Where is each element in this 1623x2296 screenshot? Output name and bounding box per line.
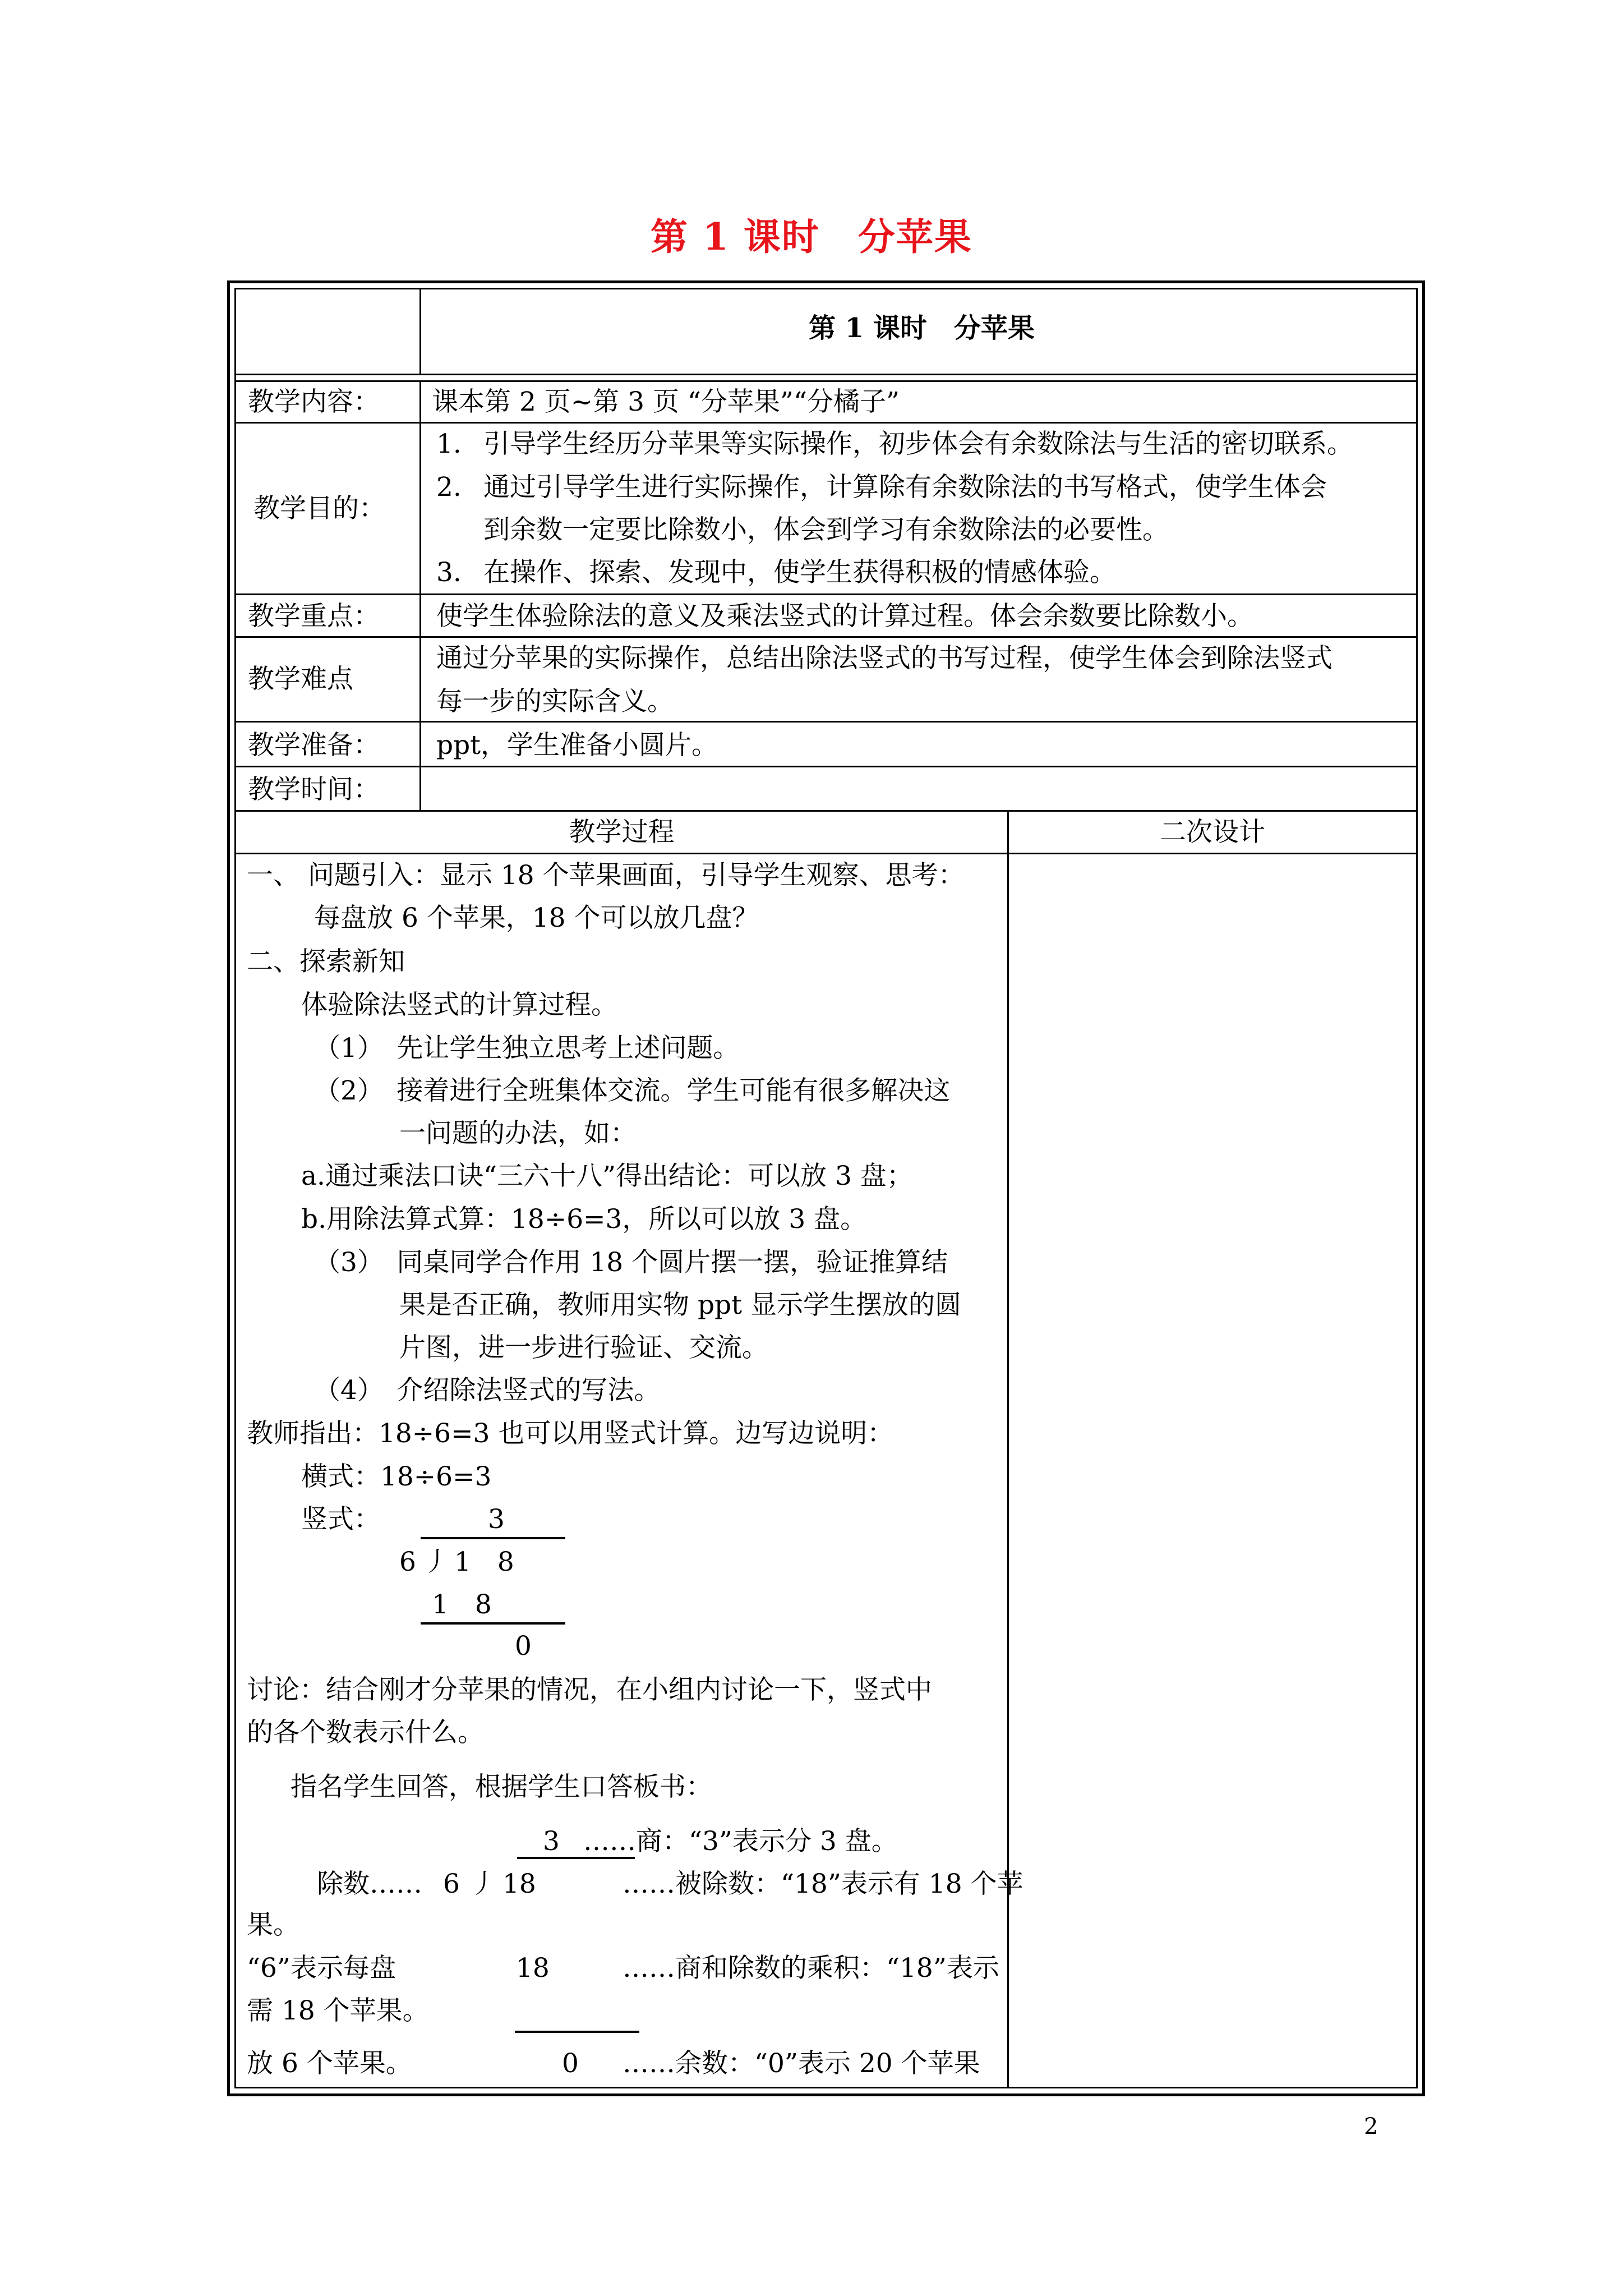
divisor-desc-1: “6”表示每盘	[247, 1953, 396, 1984]
process-line: 横式：18÷6=3	[301, 1461, 492, 1492]
process-line: 一、 问题引入：显示 18 个苹果画面，引导学生观察、思考：	[247, 860, 965, 891]
difficulties-line-1: 通过分苹果的实际操作，总结出除法竖式的书写过程，使学生体会到除法竖式	[436, 643, 1332, 674]
annotated-dividend: 18	[502, 1869, 536, 1899]
objective-2-num: 2.	[436, 472, 462, 503]
answer-intro: 指名学生回答，根据学生口答板书：	[291, 1772, 712, 1802]
division-bracket: 丿	[423, 1547, 449, 1577]
process-line: 体验除法竖式的计算过程。	[301, 990, 617, 1020]
label-difficulties: 教学难点	[248, 664, 353, 694]
annotated-product: 18	[516, 1953, 550, 1984]
preparation-text: ppt，学生准备小圆片。	[436, 730, 718, 761]
annotated-divisor: 6	[443, 1869, 460, 1899]
discussion-line: 的各个数表示什么。	[247, 1717, 484, 1748]
content-text: 课本第 2 页~第 3 页 “分苹果”“分橘子”	[432, 386, 900, 417]
dividend: 1 8	[454, 1547, 514, 1577]
process-line: （3） 同桌同学合作用 18 个圆片摆一摆，验证推算结	[314, 1247, 948, 1278]
annotated-quotient: 3	[543, 1826, 560, 1857]
quotient-note: ……商：“3”表示分 3 盘。	[583, 1826, 898, 1857]
objective-1-num: 1.	[436, 429, 462, 459]
process-line: a.通过乘法口诀“三六十八”得出结论：可以放 3 盘；	[301, 1161, 913, 1191]
process-line: 竖式：	[301, 1504, 380, 1535]
quotient: 3	[488, 1504, 505, 1535]
page-number: 2	[1364, 2114, 1378, 2139]
divisor-label: 除数……	[317, 1869, 422, 1899]
table-title: 第 1 课时 分苹果	[809, 312, 1035, 344]
key-points-text: 使学生体验除法的意义及乘法竖式的计算过程。体会余数要比除数小。	[436, 601, 1253, 632]
process-line: 二、探索新知	[247, 946, 405, 977]
label-objectives: 教学目的：	[253, 493, 385, 524]
process-line: b.用除法算式算：18÷6=3，所以可以放 3 盘。	[301, 1204, 867, 1235]
process-line: 一问题的办法，如：	[399, 1118, 637, 1149]
process-line: （4） 介绍除法竖式的写法。	[314, 1375, 661, 1406]
process-line: 果是否正确，教师用实物 ppt 显示学生摆放的圆	[399, 1290, 961, 1320]
process-line: （1） 先让学生独立思考上述问题。	[314, 1033, 740, 1064]
product: 1 8	[432, 1589, 492, 1620]
header-process: 教学过程	[569, 817, 675, 848]
dividend-note: ……被除数：“18”表示有 18 个苹	[623, 1869, 1023, 1899]
product-note-cont: 需 18 个苹果。	[247, 1995, 429, 2026]
difficulties-line-2: 每一步的实际含义。	[436, 686, 674, 717]
page-title: 第 1 课时 分苹果	[651, 215, 972, 259]
divisor-desc-2: 放 6 个苹果。	[247, 2048, 412, 2079]
label-time: 教学时间：	[248, 774, 380, 805]
objective-1-line-1: 引导学生经历分苹果等实际操作，初步体会有余数除法与生活的密切联系。	[483, 429, 1353, 459]
label-key-points: 教学重点：	[248, 601, 380, 632]
header-redesign: 二次设计	[1160, 817, 1265, 848]
objective-2-line-2: 到余数一定要比除数小，体会到学习有余数除法的必要性。	[483, 514, 1169, 545]
discussion-line: 讨论：结合刚才分苹果的情况，在小组内讨论一下，竖式中	[247, 1674, 932, 1705]
remainder-note: ……余数：“0”表示 20 个苹果	[623, 2048, 980, 2079]
process-line: （2） 接着进行全班集体交流。学生可能有很多解决这	[314, 1075, 951, 1106]
label-preparation: 教学准备：	[248, 730, 380, 761]
label-content: 教学内容：	[248, 386, 380, 417]
product-note: ……商和除数的乘积：“18”表示	[623, 1953, 999, 1984]
dividend-note-cont: 果。	[247, 1910, 299, 1940]
remainder: 0	[515, 1631, 532, 1662]
objective-3-num: 3.	[436, 557, 462, 588]
objective-3-line-1: 在操作、探索、发现中，使学生获得积极的情感体验。	[483, 557, 1116, 588]
annotated-remainder: 0	[562, 2048, 579, 2079]
process-line: 片图，进一步进行验证、交流。	[399, 1332, 768, 1363]
process-line: 每盘放 6 个苹果，18 个可以放几盘？	[314, 903, 759, 933]
objective-2-line-1: 通过引导学生进行实际操作，计算除有余数除法的书写格式，使学生体会	[483, 472, 1327, 503]
annotated-bracket: 丿	[470, 1869, 496, 1899]
process-line: 教师指出：18÷6=3 也可以用竖式计算。边写边说明：	[247, 1418, 894, 1449]
divisor: 6	[399, 1547, 416, 1577]
